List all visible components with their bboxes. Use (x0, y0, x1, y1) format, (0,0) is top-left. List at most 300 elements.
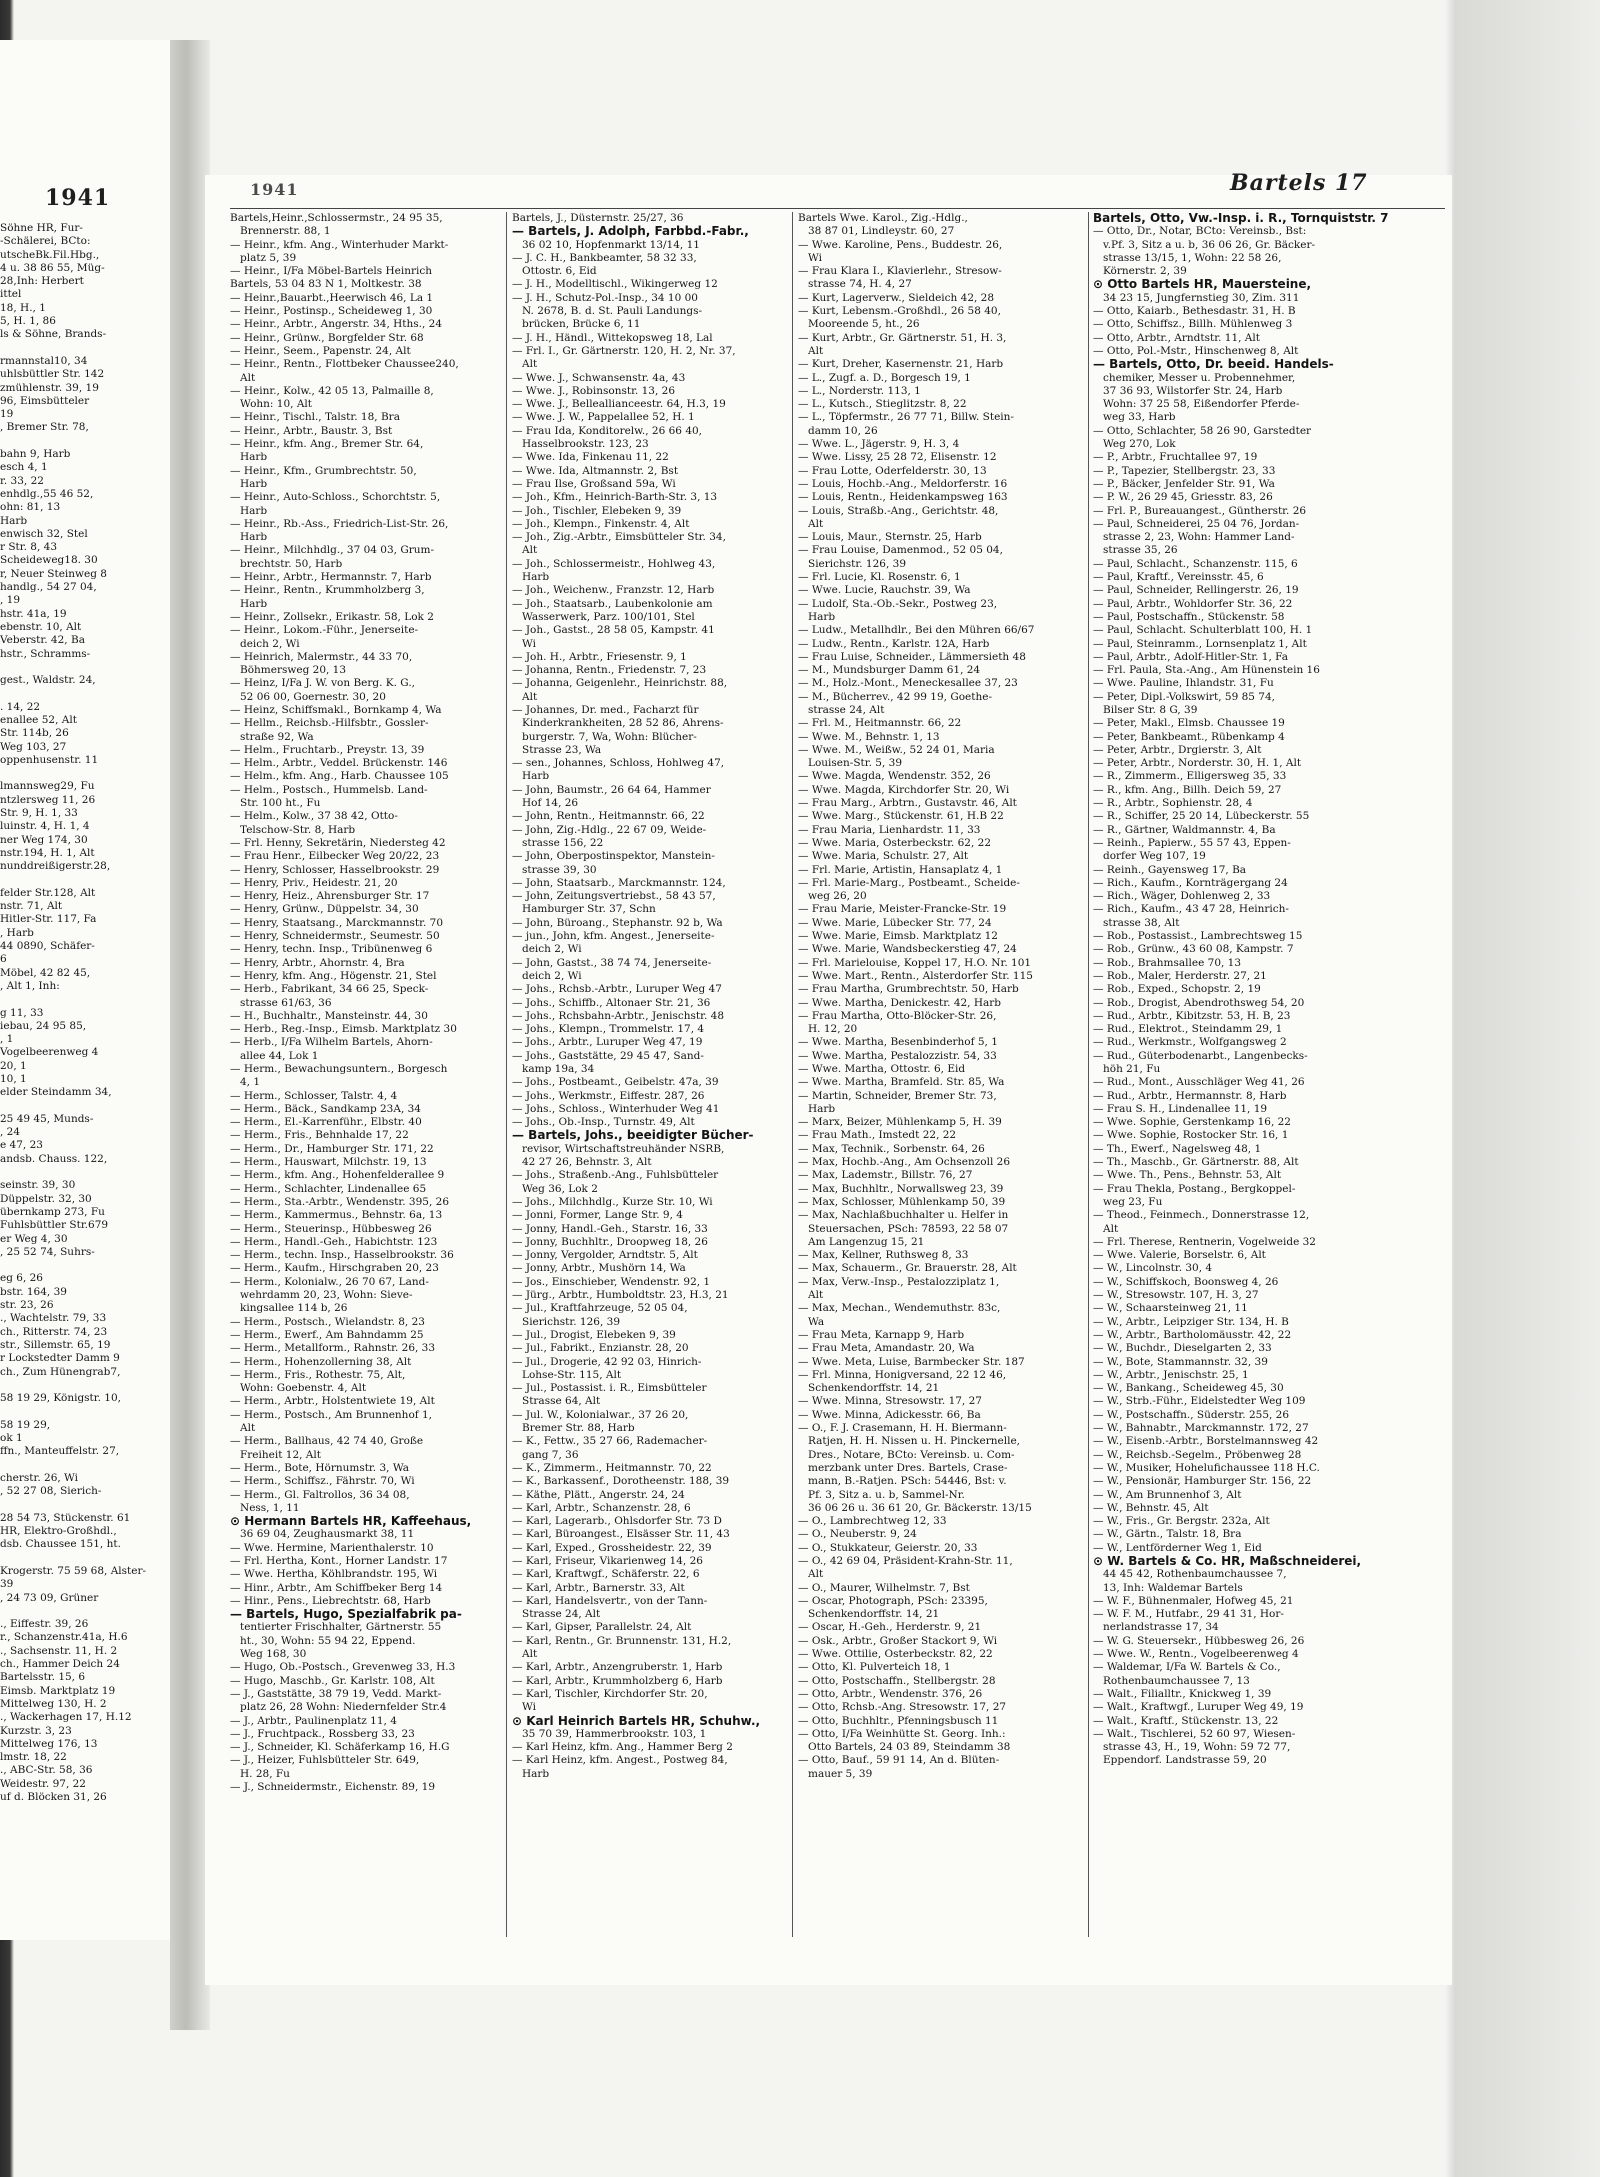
directory-entry: , Bremer Str. 78, (0, 421, 89, 434)
directory-entry: ., Sachsenstr. 11, H. 2 (0, 1644, 118, 1657)
directory-entry: Wohn: 37 25 58, Eißendorfer Pferde- (1103, 398, 1300, 411)
directory-entry: N. 2678, B. d. St. Pauli Landungs- (522, 305, 703, 318)
directory-entry: — Herm., Arbtr., Holstentwiete 19, Alt (230, 1395, 435, 1408)
directory-entry: — Henry, Schlosser, Hasselbrookstr. 29 (230, 863, 440, 876)
directory-entry: — M., Holz.-Mont., Meneckesallee 37, 23 (798, 677, 1018, 690)
directory-entry: — Paul, Arbtr., Adolf-Hitler-Str. 1, Fa (1093, 650, 1288, 663)
directory-entry: — Th., Maschb., Gr. Gärtnerstr. 88, Alt (1093, 1156, 1299, 1169)
directory-entry: — Wwe. Meta, Luise, Barmbecker Str. 187 (798, 1355, 1025, 1368)
directory-entry: — O., Maurer, Wilhelmstr. 7, Bst (798, 1581, 970, 1594)
directory-entry: Fuhlsbüttler Str.679 (0, 1219, 109, 1232)
directory-entry: kamp 19a, 34 (522, 1063, 595, 1075)
directory-entry: 28,Inh: Herbert (0, 275, 84, 288)
directory-entry: Str. 114b, 26 (0, 727, 69, 740)
directory-entry: — Peter, Arbtr., Norderstr. 30, H. 1, Alt (1093, 757, 1302, 770)
directory-entry: — K., Zimmerm., Heitmannstr. 70, 22 (512, 1461, 712, 1474)
directory-entry: — Heinr., Arbtr., Angerstr. 34, Hths., 24 (230, 318, 443, 331)
directory-entry: Bartels Wwe. Karol., Zig.-Hdlg., (798, 212, 968, 224)
directory-entry (0, 1405, 165, 1418)
directory-entry: — Paul, Schneider, Rellingerstr. 26, 19 (1093, 584, 1299, 597)
directory-entry: — J. H., Schutz-Pol.-Insp., 34 10 00 (512, 291, 698, 304)
directory-entry: eg 6, 26 (0, 1272, 43, 1285)
directory-entry: — Wwe. J., Robinsonstr. 13, 26 (512, 384, 676, 397)
directory-entry: — Karl, Gipser, Parallelstr. 24, Alt (512, 1621, 692, 1634)
directory-entry: strasse 39, 30 (522, 863, 597, 876)
directory-entry: — P. W., 26 29 45, Griesstr. 83, 26 (1093, 491, 1273, 504)
directory-entry: -Schälerei, BCto: (0, 235, 91, 248)
directory-entry: — Oscar, Photograph, PSch: 23395, (798, 1594, 988, 1607)
directory-entry: ittel (0, 288, 22, 301)
directory-entry: Wi (522, 637, 536, 650)
directory-entry: Alt (808, 517, 824, 530)
directory-entry: — Heinr., Auto-Schloss., Schorchtstr. 5, (230, 491, 441, 504)
directory-entry: nunddreißigerstr.28, (0, 860, 111, 873)
directory-entry: e 47, 23 (0, 1139, 43, 1152)
directory-entry: kingsallee 114 b, 26 (240, 1302, 348, 1315)
directory-entry: — Wwe. Magda, Kirchdorfer Str. 20, Wi (798, 783, 1010, 796)
directory-entry: , Harb (0, 926, 34, 939)
directory-entry: — Wwe. Ida, Altmannstr. 2, Bst (512, 464, 679, 477)
directory-entry: andsb. Chauss. 122, (0, 1152, 108, 1165)
directory-entry: — Walt., Tischlerei, 52 60 97, Wiesen- (1093, 1727, 1296, 1740)
directory-entry (0, 1166, 165, 1179)
directory-entry: — Wwe. Pauline, Ihlandstr. 31, Fu (1093, 677, 1274, 690)
directory-entry: — Frl. M., Heitmannstr. 66, 22 (798, 717, 962, 730)
directory-entry: — Peter, Makl., Elmsb. Chaussee 19 (1093, 717, 1285, 730)
directory-entry: — Peter, Dipl.-Volkswirt, 59 85 74, (1093, 690, 1276, 703)
directory-entry: — Herm., Kolonialw., 26 70 67, Land- (230, 1275, 429, 1288)
directory-entry: — Frau Meta, Amandastr. 20, Wa (798, 1342, 975, 1355)
directory-entry: — Johs., Schloss., Winterhuder Weg 41 (512, 1102, 720, 1115)
directory-entry: ⊙ Hermann Bartels HR, Kaffeehaus, (230, 1515, 472, 1529)
directory-entry: — Max, Nachlaßbuchhalter u. Helfer in (798, 1209, 1009, 1222)
directory-entry: — Karl, Kraftwgf., Schäferstr. 22, 6 (512, 1568, 700, 1581)
directory-entry: — Frau S. H., Lindenallee 11, 19 (1093, 1102, 1268, 1115)
directory-entry: — Hinr., Pens., Liebrechtstr. 68, Harb (230, 1594, 431, 1607)
directory-entry: — Paul, Arbtr., Wohldorfer Str. 36, 22 (1093, 597, 1293, 610)
directory-entry: — Hugo, Ob.-Postsch., Grevenweg 33, H.3 (230, 1661, 456, 1674)
directory-entry: Harb (240, 504, 268, 517)
directory-entry: — Otto, Bauf., 59 91 14, An d. Blüten- (798, 1754, 1000, 1767)
directory-entry: — Herm., Postsch., Am Brunnenhof 1, (230, 1408, 433, 1421)
directory-entry: strasse 24, Alt (808, 703, 885, 716)
directory-entry: — Herb., Reg.-Insp., Eimsb. Marktplatz 30 (230, 1023, 457, 1036)
directory-entry: — Wwe. Marie, Eimsb. Marktplatz 12 (798, 930, 998, 943)
directory-entry: 28 54 73, Stückenstr. 61 (0, 1511, 131, 1524)
directory-entry: Hitler-Str. 117, Fa (0, 913, 97, 926)
directory-entry: Bartels, Otto, Vw.-Insp. i. R., Tornquiststr. 7 (1093, 212, 1389, 225)
directory-entry: 34 23 15, Jungfernstieg 30, Zim. 311 (1103, 291, 1300, 304)
directory-entry: — Jos., Einschieber, Wendenstr. 92, 1 (512, 1275, 711, 1288)
directory-entry: 25 49 45, Munds- (0, 1112, 94, 1125)
directory-entry: Am Langenzug 15, 21 (808, 1235, 925, 1248)
directory-entry: nerlandstrasse 17, 34 (1103, 1621, 1219, 1634)
directory-entry: ht., 30, Wohn: 55 94 22, Eppend. (240, 1634, 416, 1647)
directory-entry: — Otto, Buchhltr., Pfenningsbusch 11 (798, 1714, 999, 1727)
directory-entry: Weg 270, Lok (1103, 438, 1176, 451)
directory-entry: deich 2, Wi (522, 943, 582, 956)
directory-entry: str. 23, 26 (0, 1299, 54, 1312)
directory-entry: — Herm., Schlachter, Lindenallee 65 (230, 1182, 427, 1195)
directory-entry: — John, Baumstr., 26 64 64, Hammer (512, 783, 711, 796)
directory-entry: — Joh. H., Arbtr., Friesenstr. 9, 1 (512, 650, 687, 663)
directory-entry: — Karl, Arbtr., Barnerstr. 33, Alt (512, 1581, 685, 1594)
directory-entry: 35 70 39, Hammerbrookstr. 103, 1 (522, 1727, 707, 1740)
directory-entry: — Jul., Fabrikt., Enzianstr. 28, 20 (512, 1342, 689, 1355)
directory-entry: — Johs., Arbtr., Luruper Weg 47, 19 (512, 1036, 703, 1049)
directory-entry: — Jonny, Arbtr., Mushörn 14, Wa (512, 1262, 686, 1275)
directory-entry: — Karl, Tischler, Kirchdorfer Str. 20, (512, 1687, 708, 1700)
directory-entry: — Herm., kfm. Ang., Hohenfelderallee 9 (230, 1169, 445, 1182)
directory-entry: ok 1 (0, 1432, 23, 1445)
directory-entry: strasse 35, 26 (1103, 544, 1178, 557)
directory-entry: — Wwe. Martha, Pestalozzistr. 54, 33 (798, 1049, 997, 1062)
directory-entry: — Frau Meta, Karnapp 9, Harb (798, 1328, 965, 1341)
directory-entry: — O., F. J. Crasemann, H. H. Biermann- (798, 1422, 1007, 1435)
directory-entry: luinstr. 4, H. 1, 4 (0, 820, 90, 833)
directory-entry: Mittelweg 130, H. 2 (0, 1697, 107, 1710)
directory-entry (0, 687, 165, 700)
directory-entry: mauer 5, 39 (808, 1767, 873, 1780)
directory-entry: Harb (240, 531, 268, 544)
directory-entry: — Hinr., Arbtr., Am Schiffbeker Berg 14 (230, 1581, 443, 1594)
directory-entry: Böhmersweg 20, 13 (240, 664, 347, 677)
directory-entry: burgerstr. 7, Wa, Wohn: Blücher- (522, 730, 697, 743)
directory-entry: — Rud., Mont., Ausschläger Weg 41, 26 (1093, 1076, 1305, 1089)
directory-entry: — Wwe. Martha, Ottostr. 6, Eid (798, 1063, 966, 1075)
directory-entry: — Frl. Minna, Honigversand, 22 12 46, (798, 1368, 1007, 1381)
directory-entry: — Karl, Arbtr., Anzengruberstr. 1, Harb (512, 1661, 723, 1674)
directory-entry: — Paul, Schlacht. Schulterblatt 100, H. 1 (1093, 624, 1313, 637)
directory-entry: — Frau Maria, Lienhardstr. 11, 33 (798, 823, 981, 836)
directory-entry: — Heinr., Kolw., 42 05 13, Palmaille 8, (230, 384, 434, 397)
directory-entry: Louisen-Str. 5, 39 (808, 757, 902, 770)
directory-entry: Weidestr. 97, 22 (0, 1777, 86, 1790)
directory-entry: iebau, 24 95 85, (0, 1019, 87, 1032)
directory-entry: Lohse-Str. 115, Alt (522, 1368, 622, 1381)
directory-entry: — M., Bücherrev., 42 99 19, Goethe- (798, 690, 992, 703)
directory-entry: — O., Neuberstr. 9, 24 (798, 1528, 917, 1541)
directory-entry: — Rob., Maler, Herderstr. 27, 21 (1093, 969, 1267, 982)
directory-entry: Kurzstr. 3, 23 (0, 1724, 72, 1737)
directory-entry: Bartelsstr. 15, 6 (0, 1671, 86, 1684)
directory-entry: — Heinr., kfm. Ang., Winterhuder Markt- (230, 238, 449, 251)
directory-entry: — Jonny, Vergolder, Arndtstr. 5, Alt (512, 1249, 698, 1262)
directory-entry: — Paul, Schneiderei, 25 04 76, Jordan- (1093, 517, 1300, 530)
directory-entry: — W., Am Brunnenhof 3, Alt (1093, 1488, 1242, 1501)
directory-entry: — Martin, Schneider, Bremer Str. 73, (798, 1089, 997, 1102)
directory-entry: — Johs., Rchsbahn-Arbtr., Jenischstr. 48 (512, 1009, 725, 1022)
directory-entry: strasse 2, 23, Wohn: Hammer Land- (1103, 531, 1295, 544)
directory-entry: Alt (808, 1289, 824, 1302)
directory-entry: — Henry, techn. Insp., Tribünenweg 6 (230, 943, 433, 956)
directory-entry: ls & Söhne, Brands- (0, 328, 107, 341)
directory-entry: — Wwe. Martha, Bramfeld. Str. 85, Wa (798, 1076, 1005, 1089)
directory-entry: — Th., Ewerf., Nagelsweg 48, 1 (1093, 1142, 1262, 1155)
directory-entry: ., ABC-Str. 58, 36 (0, 1764, 93, 1777)
directory-entry: — W., Pensionär, Hamburger Str. 156, 22 (1093, 1475, 1312, 1488)
directory-entry: — W., Schaarsteinweg 21, 11 (1093, 1302, 1248, 1315)
column-rule (792, 212, 793, 1937)
directory-entry: — Joh., Zig.-Arbtr., Eimsbütteler Str. 34, (512, 531, 726, 544)
directory-entry: — R., Schiffer, 25 20 14, Lübeckerstr. 55 (1093, 810, 1310, 823)
directory-entry: — Karl, Exped., Grossheidestr. 22, 39 (512, 1541, 712, 1554)
directory-entry: — Rob., Brahmsallee 70, 13 (1093, 956, 1242, 969)
directory-entry: — Wwe. Minna, Adickesstr. 66, Ba (798, 1408, 981, 1421)
directory-entry: Str. 100 ht., Fu (240, 797, 321, 810)
directory-entry: 44 45 42, Rothenbaumchaussee 7, (1103, 1568, 1287, 1581)
directory-entry: — Herm., El.-Karrenführ., Elbstr. 40 (230, 1116, 422, 1129)
directory-entry: — Walt., Filialltr., Knickweg 1, 39 (1093, 1687, 1272, 1700)
directory-entry: — Otto, Kl. Pulverteich 18, 1 (798, 1661, 951, 1674)
directory-entry: — Henry, Priv., Heidestr. 21, 20 (230, 876, 398, 889)
directory-entry: — Wwe. J., Schwansenstr. 4a, 43 (512, 371, 686, 384)
directory-entry: v.Pf. 3, Sitz a u. b, 36 06 26, Gr. Bäcker- (1103, 238, 1316, 251)
directory-entry: — Heinr., Postinsp., Scheideweg 1, 30 (230, 305, 433, 318)
directory-entry: Rothenbaumchaussee 7, 13 (1103, 1674, 1250, 1687)
left-page-header: 1941 (45, 185, 111, 211)
directory-entry: — W., Buchdr., Dieselgarten 2, 33 (1093, 1342, 1272, 1355)
directory-entry: — Walt., Kraftf., Stückenstr. 13, 22 (1093, 1714, 1279, 1727)
directory-entry: Alt (808, 1568, 824, 1581)
directory-entry: Alt (808, 344, 824, 357)
directory-entry: — Karl, Handelsvertr., von der Tann- (512, 1594, 708, 1607)
directory-entry: — W., Schiffskoch, Boonsweg 4, 26 (1093, 1275, 1279, 1288)
directory-entry: , 19 (0, 594, 21, 607)
edge-column (0, 222, 165, 1947)
directory-entry: — Wwe. Maria, Osterbeckstr. 62, 22 (798, 836, 992, 849)
directory-entry: — W., Arbtr., Leipziger Str. 134, H. B (1093, 1315, 1289, 1328)
directory-entry: chemiker, Messer u. Probennehmer, (1103, 371, 1296, 384)
directory-entry: 20, 1 (0, 1059, 27, 1072)
directory-entry: Brennerstr. 88, 1 (240, 225, 331, 238)
directory-entry: ⊙ Otto Bartels HR, Mauersteine, (1093, 278, 1312, 292)
directory-entry: — Rud., Arbtr., Kibitzstr. 53, H. B, 23 (1093, 1009, 1291, 1022)
directory-entry: bahn 9, Harb (0, 448, 71, 461)
directory-entry: Hamburger Str. 37, Schn (522, 903, 656, 916)
directory-entry: — Louis, Straßb.-Ang., Gerichtstr. 48, (798, 504, 999, 517)
directory-entry: Sierichstr. 126, 39 (808, 557, 907, 570)
directory-entry: — J., Schneidermstr., Eichenstr. 89, 19 (230, 1781, 436, 1794)
directory-entry: — Max, Mechan., Wendemuthstr. 83c, (798, 1302, 1001, 1315)
directory-entry: platz 26, 28 Wohn: Niedernfelder Str.4 (240, 1701, 447, 1714)
directory-entry: — O., Lambrechtweg 12, 33 (798, 1515, 947, 1528)
directory-entry: Kinderkrankheiten, 28 52 86, Ahrens- (522, 717, 724, 730)
book-fold (170, 40, 210, 2030)
directory-entry: — K., Barkassenf., Dorotheenstr. 188, 39 (512, 1475, 730, 1488)
directory-entry: r Str. 8, 43 (0, 541, 58, 554)
directory-entry: — J. C. H., Bankbeamter, 58 32 33, (512, 251, 697, 264)
directory-entry: 18, H., 1 (0, 301, 46, 314)
directory-entry: — Wwe. Lucie, Rauchstr. 39, Wa (798, 584, 971, 597)
directory-entry: dorfer Weg 107, 19 (1103, 850, 1206, 863)
directory-entry: — Otto, Schiffsz., Billh. Mühlenweg 3 (1093, 318, 1293, 331)
directory-entry: Wa (808, 1315, 825, 1328)
directory-entry: — Joh., Weichenw., Franzstr. 12, Harb (512, 584, 715, 597)
directory-entry: — Otto, Rchsb.-Ang. Stresowstr. 17, 27 (798, 1701, 1007, 1714)
directory-entry (0, 1100, 165, 1113)
directory-entry: — sen., Johannes, Schloss, Hohlweg 47, (512, 757, 725, 770)
directory-entry: bstr. 164, 39 (0, 1285, 67, 1298)
directory-entry: — Karl, Friseur, Vikarienweg 14, 26 (512, 1554, 703, 1567)
directory-entry: — W., Reichsb.-Segelm., Pröbenweg 28 (1093, 1448, 1302, 1461)
column-rule (1088, 212, 1089, 1937)
directory-entry: — Joh., Kfm., Heinrich-Barth-Str. 3, 13 (512, 491, 718, 504)
directory-entry: — L., Zugf. a. D., Borgesch 19, 1 (798, 371, 971, 384)
directory-entry: enallee 52, Alt (0, 713, 77, 726)
directory-entry: — R., kfm. Ang., Billh. Deich 59, 27 (1093, 783, 1282, 796)
directory-entry: Harb (522, 571, 550, 584)
directory-entry: 36 02 10, Hopfenmarkt 13/14, 11 (522, 238, 700, 251)
directory-entry: — Johs., Postbeamt., Geibelstr. 47a, 39 (512, 1076, 719, 1089)
directory-entry: , 24 73 09, Grüner (0, 1591, 99, 1604)
directory-entry: — Ludw., Rentn., Karlstr. 12A, Harb (798, 637, 990, 650)
directory-entry: strasse 38, Alt (1103, 916, 1180, 929)
directory-entry: — Frl. Marie, Artistin, Hansaplatz 4, 1 (798, 863, 1003, 876)
directory-column-4 (1093, 212, 1443, 1937)
main-page-year: 1941 (250, 180, 299, 199)
directory-entry: gang 7, 36 (522, 1448, 579, 1461)
directory-entry: — Henry, Staatsang., Marckmannstr. 70 (230, 916, 444, 929)
directory-entry: — L., Norderstr. 113, 1 (798, 384, 921, 397)
directory-entry: — Herm., Gl. Faltrollos, 36 34 08, (230, 1488, 410, 1501)
directory-entry: Bartels,Heinr.,Schlossermstr., 24 95 35, (230, 212, 443, 224)
directory-entry: — Jürg., Arbtr., Humboldtstr. 23, H.3, 21 (512, 1289, 729, 1302)
directory-entry (0, 767, 165, 780)
directory-entry: Schenkendorffstr. 14, 21 (808, 1608, 940, 1621)
directory-entry (0, 1499, 165, 1512)
directory-entry: — Johannes, Dr. med., Facharzt für (512, 703, 699, 716)
directory-entry: rmannstal10, 34 (0, 354, 88, 367)
directory-entry: — Wwe. Sophie, Rostocker Str. 16, 1 (1093, 1129, 1289, 1142)
directory-entry: — Paul, Steinramm., Lornsenplatz 1, Alt (1093, 637, 1307, 650)
directory-entry: r. 33, 22 (0, 474, 44, 487)
directory-entry: — Wwe. Valerie, Borselstr. 6, Alt (1093, 1249, 1266, 1262)
directory-entry: ., Wachtelstr. 79, 33 (0, 1312, 107, 1325)
directory-entry: Körnerstr. 2, 39 (1103, 265, 1187, 278)
directory-entry: — O., 42 69 04, Präsident-Krahn-Str. 11, (798, 1554, 1013, 1567)
directory-entry: gest., Waldstr. 24, (0, 674, 96, 687)
directory-entry: dsb. Chaussee 151, ht. (0, 1538, 121, 1551)
directory-entry: — Frl. Marie-Marg., Postbeamt., Scheide- (798, 876, 1020, 889)
directory-entry: — J., Fruchtpack., Rossberg 33, 23 (230, 1727, 415, 1740)
directory-entry: esch 4, 1 (0, 461, 48, 474)
directory-entry: Freiheit 12, Alt (240, 1448, 321, 1461)
directory-entry (0, 1379, 165, 1392)
directory-entry: 52 06 00, Goernestr. 30, 20 (240, 690, 386, 703)
directory-entry (0, 1459, 165, 1472)
directory-entry: Ottostr. 6, Eid (522, 265, 597, 278)
directory-entry: — J., Heizer, Fuhlsbütteler Str. 649, (230, 1754, 420, 1767)
directory-entry: — Wwe. Sophie, Gerstenkamp 16, 22 (1093, 1116, 1291, 1129)
directory-entry: H. 12, 20 (808, 1023, 858, 1036)
directory-entry: — Paul, Schlacht., Schanzenstr. 115, 6 (1093, 557, 1298, 570)
directory-entry: — Heinr., Milchhdlg., 37 04 03, Grum- (230, 544, 435, 557)
directory-entry: Düppelstr. 32, 30 (0, 1192, 92, 1205)
directory-entry: utscheBk.Fil.Hbg., (0, 248, 100, 261)
directory-entry: — Rich., Kaufm., 43 47 28, Heinrich- (1093, 903, 1289, 916)
directory-entry: 36 06 26 u. 36 61 20, Gr. Bäckerstr. 13/15 (808, 1501, 1032, 1514)
directory-entry: Dres., Notare, BCto: Vereinsb. u. Com- (808, 1448, 1015, 1461)
directory-entry: — Frau Ida, Konditorelw., 26 66 40, (512, 424, 703, 437)
directory-entry: — Otto, Kaiarb., Bethesdastr. 31, H. B (1093, 305, 1296, 318)
directory-entry: — Johs., Schiffb., Altonaer Str. 21, 36 (512, 996, 711, 1009)
directory-column-2 (512, 212, 788, 1937)
directory-entry: — Wwe. Marie, Lübecker Str. 77, 24 (798, 916, 992, 929)
directory-entry: Harb (808, 610, 836, 623)
directory-entry: zmühlenstr. 39, 19 (0, 381, 99, 394)
directory-entry: — Max, Lademstr., Billstr. 76, 27 (798, 1169, 973, 1182)
directory-entry: 42 27 26, Behnstr. 3, Alt (522, 1156, 652, 1169)
directory-entry: — Wwe. Maria, Schulstr. 27, Alt (798, 850, 969, 863)
directory-entry: 4, 1 (240, 1076, 261, 1089)
directory-entry: — Rud., Elektrot., Steindamm 29, 1 (1093, 1023, 1283, 1036)
directory-entry: — Louis, Maur., Sternstr. 25, Harb (798, 531, 982, 544)
directory-entry: — Herm., Schlosser, Talstr. 4, 4 (230, 1089, 398, 1102)
directory-entry: — Kurt, Lagerverw., Sieldeich 42, 28 (798, 291, 995, 304)
directory-entry: , 24 (0, 1126, 21, 1139)
directory-entry: — W., Bahnabtr., Marckmannstr. 172, 27 (1093, 1422, 1309, 1435)
directory-entry: 37 36 93, Wilstorfer Str. 24, Harb (1103, 384, 1283, 397)
directory-entry: — Otto, Dr., Notar, BCto: Vereinsb., Bst: (1093, 225, 1307, 238)
directory-entry: Harb (522, 1767, 550, 1780)
directory-entry: Alt (522, 358, 538, 371)
directory-entry: — Karl, Lagerarb., Ohlsdorfer Str. 73 D (512, 1515, 722, 1528)
directory-entry: — Jonny, Buchhltr., Droopweg 18, 26 (512, 1235, 708, 1248)
directory-entry: — J. H., Modelltischl., Wikingerweg 12 (512, 278, 718, 291)
directory-entry: — Herm., Steuerinsp., Hübbesweg 26 (230, 1222, 432, 1235)
directory-entry: Bartels, 53 04 83 N 1, Moltkestr. 38 (230, 278, 422, 291)
directory-entry: — Frau Thekla, Postang., Bergkoppel- (1093, 1182, 1296, 1195)
directory-entry: — Otto, Pol.-Mstr., Hinschenweg 8, Alt (1093, 344, 1299, 357)
directory-entry: — Herm., Bote, Hörnumstr. 3, Wa (230, 1461, 409, 1474)
directory-entry: — Herm., Kaufm., Hirschgraben 20, 23 (230, 1262, 439, 1275)
directory-entry: — O., Stukkateur, Geierstr. 20, 33 (798, 1541, 978, 1554)
directory-entry: — Karl, Rentn., Gr. Brunnenstr. 131, H.2, (512, 1634, 732, 1647)
directory-entry (0, 1605, 165, 1618)
directory-entry: weg 23, Fu (1103, 1195, 1163, 1208)
directory-entry: ohn: 81, 13 (0, 501, 61, 514)
directory-entry: — L., Töpfermstr., 26 77 71, Billw. Stein- (798, 411, 1014, 424)
directory-entry: ebenstr. 10, Alt (0, 620, 82, 633)
directory-entry: Veberstr. 42, Ba (0, 634, 85, 647)
directory-entry: — Paul, Kraftf., Vereinsstr. 45, 6 (1093, 571, 1264, 584)
directory-entry: — Frau Martha, Grumbrechtstr. 50, Harb (798, 983, 1019, 996)
directory-entry: — Theod., Feinmech., Donnerstrasse 12, (1093, 1209, 1310, 1222)
directory-entry: — W. F., Bühnenmaler, Hofweg 45, 21 (1093, 1594, 1294, 1607)
directory-entry: — J. H., Händl., Wittekopsweg 18, Lal (512, 331, 713, 344)
directory-entry: — Frau Henr., Eilbecker Weg 20/22, 23 (230, 850, 440, 863)
directory-entry: 19 (0, 408, 14, 421)
directory-entry: revisor, Wirtschaftstreuhänder NSRB, (522, 1142, 725, 1155)
directory-entry: ntzlersweg 11, 26 (0, 793, 96, 806)
directory-entry: Wi (522, 1701, 536, 1714)
directory-entry: enhdlg.,55 46 52, (0, 487, 94, 500)
main-page-header: Bartels 17 (1230, 170, 1368, 196)
directory-entry: Sierichstr. 126, 39 (522, 1315, 621, 1328)
directory-entry: Alt (240, 371, 256, 384)
directory-entry: ., Wackerhagen 17, H.12 (0, 1711, 132, 1724)
directory-entry: strasse 156, 22 (522, 836, 604, 849)
directory-entry: Vogelbeerenweg 4 (0, 1046, 99, 1059)
directory-entry: — Joh., Klempn., Finkenstr. 4, Alt (512, 517, 690, 530)
directory-entry: — Herm., Handl.-Geh., Habichtstr. 123 (230, 1235, 438, 1248)
directory-entry: — John, Büroang., Stephanstr. 92 b, Wa (512, 916, 723, 929)
directory-entry: — Frau Math., Imstedt 22, 22 (798, 1129, 957, 1142)
directory-entry: — Wwe. Magda, Wendenstr. 352, 26 (798, 770, 991, 783)
directory-entry: — Kurt, Lebensm.-Großhdl., 26 58 40, (798, 305, 1001, 318)
directory-entry: . 14, 22 (0, 700, 41, 713)
